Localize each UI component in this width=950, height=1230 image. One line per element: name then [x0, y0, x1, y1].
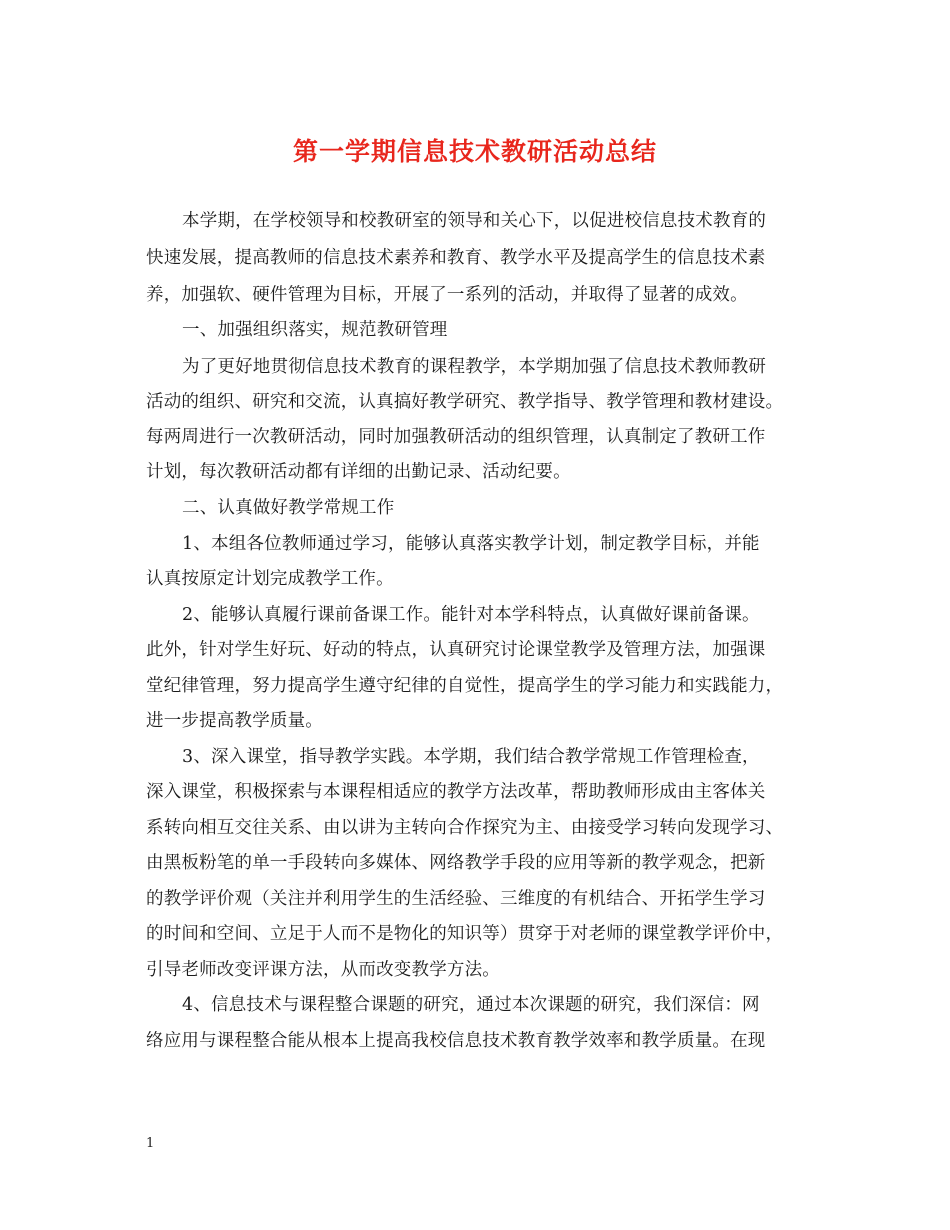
paragraph-line: 养，加强软、硬件管理为目标，开展了一系列的活动，并取得了显著的成效。: [146, 285, 748, 305]
paragraph-line: 认真按原定计划完成教学工作。: [146, 569, 394, 589]
paragraph-line: 的教学评价观（关注并利用学生的生活经验、三维度的有机结合、开拓学生学习: [146, 889, 766, 909]
paragraph-line: 络应用与课程整合能从根本上提高我校信息技术教育教学效率和教学质量。在现: [146, 1031, 766, 1051]
paragraph-line: 1、本组各位教师通过学习，能够认真落实教学计划，制定教学目标，并能: [182, 534, 760, 554]
paragraph-line: 进一步提高教学质量。: [146, 711, 323, 731]
paragraph-line: 堂纪律管理，努力提高学生遵守纪律的自觉性，提高学生的学习能力和实践能力，: [146, 676, 784, 696]
paragraph-line: 2、能够认真履行课前备课工作。能针对本学科特点，认真做好课前备课。: [182, 605, 760, 625]
page-number: 1: [146, 1136, 155, 1151]
paragraph-line: 引导老师改变评课方法，从而改变教学方法。: [146, 960, 500, 980]
paragraph-line: 深入课堂，积极探索与本课程相适应的教学方法改革，帮助教师形成由主客体关: [146, 782, 766, 802]
paragraph-line: 的时间和空间、立足于人而不是物化的知识等）贯穿于对老师的课堂教学评价中，: [146, 924, 784, 944]
section-heading: 二、认真做好教学常规工作: [182, 498, 395, 518]
paragraph-line: 为了更好地贯彻信息技术教育的课程教学，本学期加强了信息技术教师教研: [182, 357, 767, 377]
paragraph-line: 此外，针对学生好玩、好动的特点，认真研究讨论课堂教学及管理方法，加强课: [146, 640, 766, 660]
paragraph-line: 每两周进行一次教研活动，同时加强教研活动的组织管理，认真制定了教研工作: [146, 427, 766, 447]
paragraph-line: 本学期，在学校领导和校教研室的领导和关心下，以促进校信息技术教育的: [182, 211, 767, 231]
paragraph-line: 快速发展，提高教师的信息技术素养和教育、教学水平及提高学生的信息技术素: [146, 248, 766, 268]
paragraph-line: 3、深入课堂，指导教学实践。本学期，我们结合教学常规工作管理检查，: [182, 747, 760, 767]
section-heading: 一、加强组织落实，规范教研管理: [182, 320, 448, 340]
paragraph-line: 计划，每次教研活动都有详细的出勤记录、活动纪要。: [146, 462, 571, 482]
paragraph-line: 4、信息技术与课程整合课题的研究，通过本次课题的研究，我们深信：网: [182, 995, 760, 1015]
paragraph-line: 活动的组织、研究和交流，认真搞好教学研究、教学指导、教学管理和教材建设。: [146, 392, 784, 412]
document-title: 第一学期信息技术教研活动总结: [292, 137, 657, 166]
paragraph-line: 系转向相互交往关系、由以讲为主转向合作探究为主、由接受学习转向发现学习、: [146, 818, 784, 838]
paragraph-line: 由黑板粉笔的单一手段转向多媒体、网络教学手段的应用等新的教学观念，把新: [146, 853, 766, 873]
